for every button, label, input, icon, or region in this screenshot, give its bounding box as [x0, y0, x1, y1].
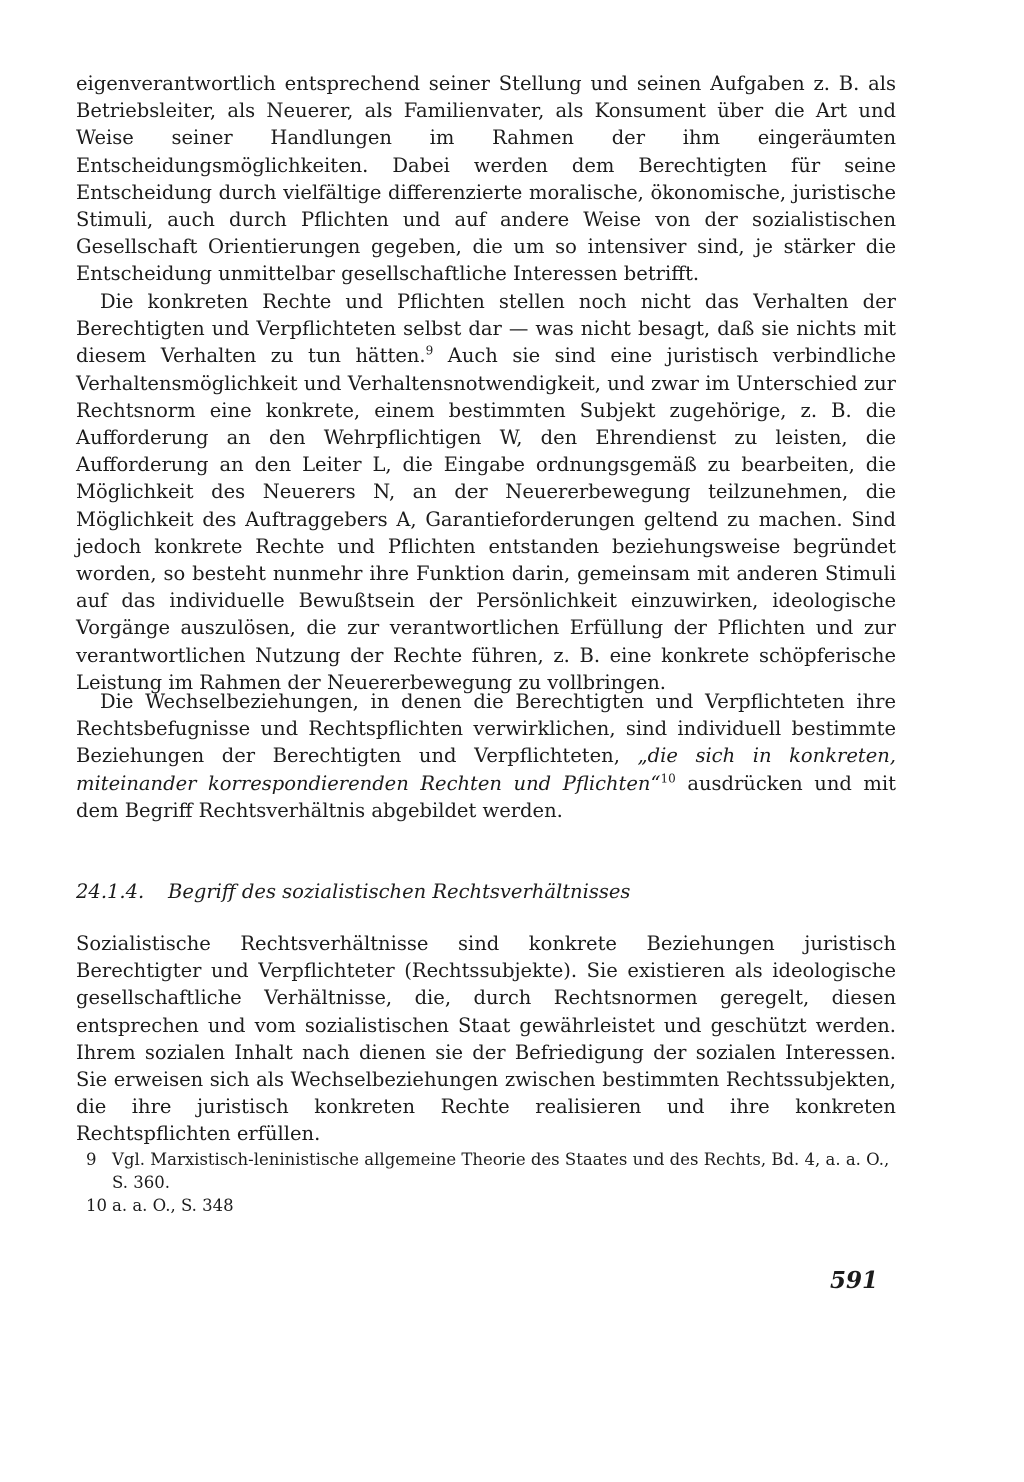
footnotes: [86, 1148, 896, 1217]
paragraph-2: [76, 288, 896, 696]
paragraph-3-text-a: Die Wechselbeziehungen, in denen die Berechtigten und Verpflichteten ihre Rechtsbefugnisse und Rechtspflichten verwirklichen, sind individuell bestimmte Beziehungen der Berechtigten und Verpflichteten,: [76, 690, 896, 768]
section-number: 24.1.4.: [76, 880, 145, 903]
footnote-text: a. a. O., S. 348: [112, 1196, 234, 1215]
page-number: 591: [830, 1267, 879, 1294]
paragraph-4: Sozialistische Rechtsverhältnisse sind konkrete Beziehungen juristisch Berechtigter und Verpflichteter (Rechtssubjekte). Sie existieren als ideologische gesellschaftliche Verhältnisse, die, durch Rechtsnormen geregelt, diesen entsprechen und vom sozialistischen Staat gewährleistet und geschützt werden. Ihrem sozialen Inhalt nach dienen sie der Befriedigung der sozialen Interessen. Sie erweisen sich als Wechselbeziehungen zwischen bestimmten Rechtssubjekten, die ihre juristisch konkreten Rechte realisieren und ihre konkreten Rechtspflichten erfüllen.: [76, 932, 896, 1146]
footnote-number: 9: [86, 1150, 97, 1169]
footnote-number: 10: [86, 1196, 107, 1215]
section-title: Begriff des sozialistischen Rechtsverhältnisses: [168, 880, 631, 903]
paragraph-2-text-a: Die konkreten Rechte und Pflichten stellen noch nicht das Verhalten der Berechtigten und Verpflichteten selbst dar — was nicht besagt, daß sie nichts mit diesem Verhalten zu tun hätten.: [76, 290, 896, 368]
section-heading: [76, 880, 896, 903]
footnote-10: [86, 1194, 896, 1217]
footnote-ref-10[interactable]: 10: [660, 771, 676, 786]
footnote-ref-9[interactable]: 9: [425, 343, 434, 358]
footnote-text: Vgl. Marxistisch-leninistische allgemeine Theorie des Staates und des Rechts, Bd. 4, a. a. O., S. 360.: [112, 1150, 890, 1192]
paragraph-3-quote: „die sich in konkreten, miteinander korrespondierenden Rechten und Pflichten“: [76, 744, 897, 795]
footnote-9: [86, 1148, 896, 1194]
paragraph-3: [76, 688, 896, 824]
paragraph-3-text-b: ausdrücken und mit dem Begriff Rechtsverhältnis abgebildet werden.: [76, 771, 896, 822]
paragraph-1: eigenverantwortlich entsprechend seiner Stellung und seinen Aufgaben z. B. als Betriebsleiter, als Neuerer, als Familienvater, als Konsument über die Art und Weise seiner Handlungen im Rahmen der ihm eingeräumten Entscheidungsmöglichkeiten. Dabei werden dem Berechtigten für seine Entscheidung durch vielfältige differenzierte moralische, ökonomische, juristische Stimuli, auch durch Pflichten und auf andere Weise von der sozialistischen Gesellschaft Orientierungen gegeben, die um so intensiver sind, je stärker die Entscheidung unmittelbar gesellschaftliche Interessen betrifft.: [76, 72, 896, 286]
paragraph-2-text-b: Auch sie sind eine juristisch verbindliche Verhaltensmöglichkeit und Verhaltensnotwendigkeit, und zwar im Unterschied zur Rechtsnorm eine konkrete, einem bestimmten Subjekt zugehörige, z. B. die Aufforderung an den Wehrpflichtigen W, den Ehrendienst zu leisten, die Aufforderung an den Leiter L, die Eingabe ordnungsgemäß zu bearbeiten, die Möglichkeit des Neuerers N, an der Neuererbewegung teilzunehmen, die Möglichkeit des Auftraggebers A, Garantieforderungen geltend zu machen. Sind jedoch konkrete Rechte und Pflichten entstanden beziehungsweise begründet worden, so besteht nunmehr ihre Funktion darin, gemeinsam mit anderen Stimuli auf das individuelle Bewußtsein der Persönlichkeit einzuwirken, ideologische Vorgänge auszulösen, die zur verantwortlichen Erfüllung der Pflichten und zur verantwortlichen Nutzung der Rechte führen, z. B. eine konkrete schöpferische Leistung im Rahmen der Neuererbewegung zu vollbringen.: [76, 344, 896, 694]
